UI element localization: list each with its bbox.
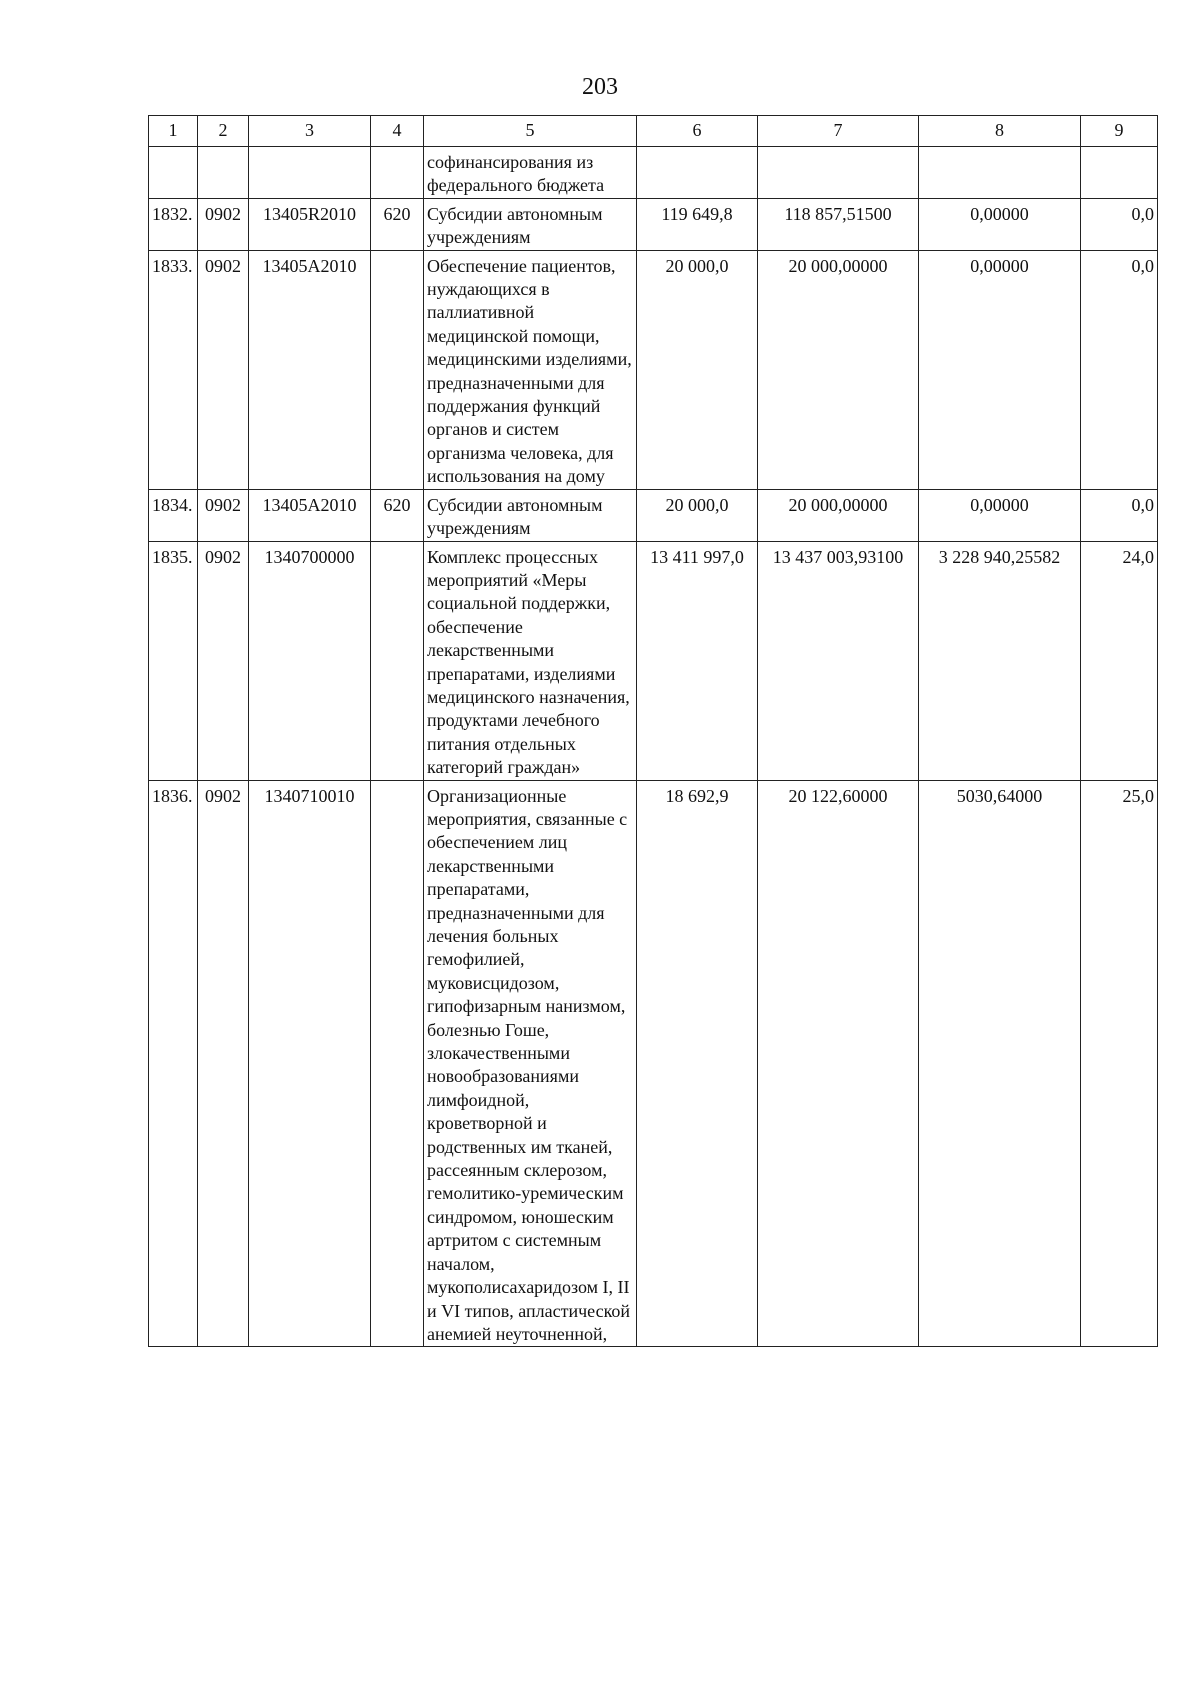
refined-plan-amount-cell bbox=[758, 147, 919, 199]
column-header-9: 9 bbox=[1081, 116, 1158, 147]
row-number-cell: 1833. bbox=[149, 250, 198, 489]
execution-percent-cell: 0,0 bbox=[1081, 489, 1158, 541]
plan-amount-cell: 20 000,0 bbox=[637, 250, 758, 489]
target-article-cell: 13405A2010 bbox=[249, 489, 371, 541]
target-article-cell: 1340710010 bbox=[249, 780, 371, 1347]
table-row bbox=[149, 489, 1158, 541]
executed-amount-cell: 0,00000 bbox=[919, 489, 1081, 541]
column-header-6: 6 bbox=[637, 116, 758, 147]
row-number-cell bbox=[149, 147, 198, 199]
plan-amount-cell: 20 000,0 bbox=[637, 489, 758, 541]
refined-plan-amount-cell: 20 000,00000 bbox=[758, 250, 919, 489]
column-header-8: 8 bbox=[919, 116, 1081, 147]
column-header-1: 1 bbox=[149, 116, 198, 147]
target-article-cell: 1340700000 bbox=[249, 541, 371, 780]
budget-table bbox=[148, 115, 1158, 1347]
plan-amount-cell bbox=[637, 147, 758, 199]
expense-type-cell bbox=[371, 780, 424, 1347]
target-article-cell bbox=[249, 147, 371, 199]
expense-type-cell: 620 bbox=[371, 489, 424, 541]
table-row bbox=[149, 147, 1158, 199]
executed-amount-cell: 5030,64000 bbox=[919, 780, 1081, 1347]
expense-type-cell bbox=[371, 147, 424, 199]
table-row bbox=[149, 541, 1158, 780]
refined-plan-amount-cell: 118 857,51500 bbox=[758, 198, 919, 250]
column-header-2: 2 bbox=[198, 116, 249, 147]
expense-type-cell: 620 bbox=[371, 198, 424, 250]
column-header-3: 3 bbox=[249, 116, 371, 147]
row-number-cell: 1834. bbox=[149, 489, 198, 541]
executed-amount-cell bbox=[919, 147, 1081, 199]
plan-amount-cell: 13 411 997,0 bbox=[637, 541, 758, 780]
target-article-cell: 13405R2010 bbox=[249, 198, 371, 250]
column-header-7: 7 bbox=[758, 116, 919, 147]
executed-amount-cell: 3 228 940,25582 bbox=[919, 541, 1081, 780]
description-cell: Субсидии автономным учреждениям bbox=[424, 198, 637, 250]
table-row bbox=[149, 780, 1158, 1347]
refined-plan-amount-cell: 20 000,00000 bbox=[758, 489, 919, 541]
row-number-cell: 1835. bbox=[149, 541, 198, 780]
plan-amount-cell: 18 692,9 bbox=[637, 780, 758, 1347]
executed-amount-cell: 0,00000 bbox=[919, 198, 1081, 250]
row-number-cell: 1832. bbox=[149, 198, 198, 250]
section-code-cell: 0902 bbox=[198, 541, 249, 780]
expense-type-cell bbox=[371, 250, 424, 489]
section-code-cell: 0902 bbox=[198, 250, 249, 489]
execution-percent-cell bbox=[1081, 147, 1158, 199]
page-number: 203 bbox=[582, 74, 618, 100]
refined-plan-amount-cell: 20 122,60000 bbox=[758, 780, 919, 1347]
table-header-row bbox=[149, 116, 1158, 147]
column-header-4: 4 bbox=[371, 116, 424, 147]
execution-percent-cell: 25,0 bbox=[1081, 780, 1158, 1347]
executed-amount-cell: 0,00000 bbox=[919, 250, 1081, 489]
table-row bbox=[149, 198, 1158, 250]
section-code-cell: 0902 bbox=[198, 780, 249, 1347]
execution-percent-cell: 0,0 bbox=[1081, 198, 1158, 250]
plan-amount-cell: 119 649,8 bbox=[637, 198, 758, 250]
execution-percent-cell: 24,0 bbox=[1081, 541, 1158, 780]
description-cell: софинансирования из федерального бюджета bbox=[424, 147, 637, 199]
column-header-5: 5 bbox=[424, 116, 637, 147]
target-article-cell: 13405A2010 bbox=[249, 250, 371, 489]
table-row bbox=[149, 250, 1158, 489]
description-cell: Комплекс процессных мероприятий «Меры социальной поддержки, обеспечение лекарственными препаратами, изделиями медицинского назначения, продуктами лечебного питания отдельных категорий граждан» bbox=[424, 541, 637, 780]
description-cell: Обеспечение пациентов, нуждающихся в паллиативной медицинской помощи, медицинскими изделиями, предназначенными для поддержания функций органов и систем организма человека, для использования на дому bbox=[424, 250, 637, 489]
section-code-cell bbox=[198, 147, 249, 199]
description-cell: Субсидии автономным учреждениям bbox=[424, 489, 637, 541]
row-number-cell: 1836. bbox=[149, 780, 198, 1347]
section-code-cell: 0902 bbox=[198, 198, 249, 250]
execution-percent-cell: 0,0 bbox=[1081, 250, 1158, 489]
section-code-cell: 0902 bbox=[198, 489, 249, 541]
description-cell: Организационные мероприятия, связанные с обеспечением лиц лекарственными препаратами, предназначенными для лечения больных гемофилией, муковисцидозом, гипофизарным нанизмом, болезнью Гоше, злокачественными новообразованиями лимфоидной, кроветворной и родственных им тканей, рассеянным склерозом, гемолитико-уремическим синдромом, юношеским артритом с системным началом, мукополисахаридозом I, II и VI типов, апластической анемией неуточненной, bbox=[424, 780, 637, 1347]
refined-plan-amount-cell: 13 437 003,93100 bbox=[758, 541, 919, 780]
expense-type-cell bbox=[371, 541, 424, 780]
